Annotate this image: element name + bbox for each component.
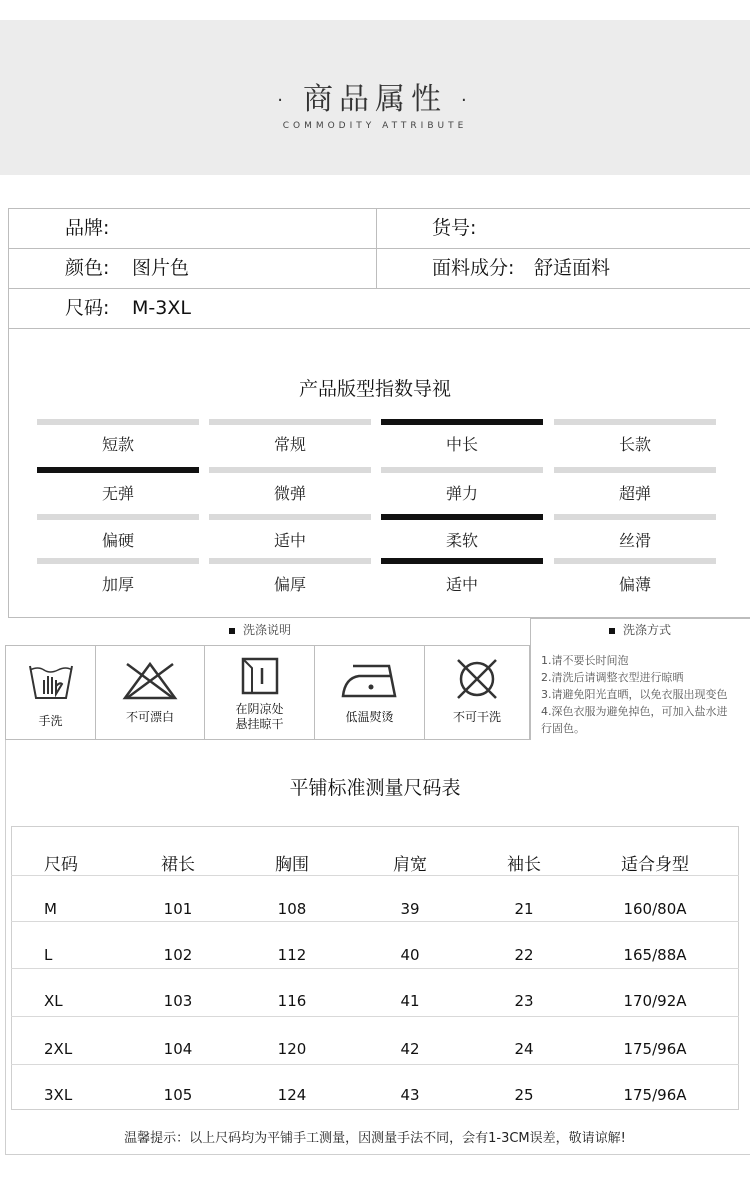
scale-bar-length-1	[209, 419, 371, 425]
fabric-value: 舒适面料	[534, 257, 611, 279]
size-value: M-3XL	[132, 297, 191, 319]
scale-bar-softness-2	[381, 514, 543, 520]
attribute-table	[8, 208, 750, 328]
scale-bar-thickness-0	[37, 558, 199, 564]
size-cell-r1-c4: 22	[514, 946, 534, 964]
size-cell-r2-c0: XL	[44, 992, 63, 1010]
scale-label-softness-3: 丝滑	[618, 531, 651, 550]
care-method-title-text: 洗涤方式	[622, 623, 671, 637]
size-row-divider	[11, 968, 739, 969]
no-bleach-icon	[121, 660, 179, 702]
scale-label-elasticity-0: 无弹	[101, 484, 134, 503]
color-value: 图片色	[132, 257, 190, 279]
scale-bar-length-0	[37, 419, 199, 425]
size-header-2: 胸围	[275, 855, 309, 875]
care-item-no-bleach	[96, 646, 205, 739]
page-subtitle: COMMODITY ATTRIBUTE	[282, 121, 468, 131]
size-header-4: 袖长	[507, 855, 541, 875]
size-cell-r1-c1: 102	[163, 946, 193, 964]
hand-wash-label: 手洗	[38, 714, 63, 728]
size-cell-r1-c0: L	[44, 946, 53, 964]
size-cell-r2-c4: 23	[514, 992, 534, 1010]
size-table-title: 平铺标准测量尺码表	[289, 777, 461, 799]
scale-label-elasticity-2: 弹力	[445, 484, 478, 503]
brand-label: 品牌:	[65, 217, 110, 239]
no-dry-clean-label: 不可干洗	[452, 710, 501, 724]
size-header-5: 适合身型	[621, 855, 689, 875]
scale-bar-elasticity-2	[381, 467, 543, 473]
size-cell-r2-c5: 170/92A	[623, 992, 687, 1010]
size-header-3: 肩宽	[393, 855, 427, 875]
size-row-divider	[11, 1016, 739, 1017]
scale-bar-elasticity-0	[37, 467, 199, 473]
shade-dry-label-line1: 在阴凉处	[235, 702, 284, 716]
care-item-low-iron	[315, 646, 425, 739]
attribute-row-brand	[9, 209, 750, 249]
attribute-row-color	[9, 249, 750, 289]
page-title-text: 商品属性	[303, 82, 447, 117]
care-item-no-dry-clean	[425, 646, 530, 739]
scale-label-elasticity-1: 微弹	[273, 484, 306, 503]
scale-bar-elasticity-3	[554, 467, 716, 473]
size-cell-r4-c4: 25	[514, 1086, 534, 1104]
size-cell-r1-c5: 165/88A	[623, 946, 687, 964]
title-dot-right: ·	[461, 90, 473, 111]
size-cell-r0-c5: 160/80A	[623, 900, 687, 918]
shade-dry-icon	[240, 656, 280, 696]
care-method-line-2: 2.清洗后请调整衣型进行晾晒	[541, 671, 684, 684]
scale-label-thickness-2: 适中	[445, 575, 478, 594]
size-cell-r4-c0: 3XL	[44, 1086, 73, 1104]
scale-bar-thickness-2	[381, 558, 543, 564]
low-iron-label: 低温熨烫	[345, 710, 394, 724]
care-instructions-title-text: 洗涤说明	[242, 623, 291, 637]
scale-label-thickness-0: 加厚	[101, 575, 134, 594]
title-dot-left: ·	[277, 90, 289, 111]
size-cell-r2-c1: 103	[163, 992, 193, 1010]
size-cell-r3-c1: 104	[163, 1040, 193, 1058]
care-method-line-5: 行固色。	[541, 722, 585, 735]
size-cell-r4-c3: 43	[400, 1086, 420, 1104]
shade-dry-label-line2: 悬挂晾干	[235, 717, 284, 731]
size-cell-r0-c2: 108	[277, 900, 307, 918]
scale-bar-length-3	[554, 419, 716, 425]
size-row-divider	[11, 875, 739, 876]
size-cell-r3-c4: 24	[514, 1040, 534, 1058]
measurement-note: 温馨提示：以上尺码均为平铺手工测量，因测量手法不同，会有1-3CM误差，敬请谅解!	[124, 1131, 626, 1146]
size-cell-r1-c3: 40	[400, 946, 420, 964]
scale-label-length-2: 中长	[445, 435, 478, 454]
size-cell-r4-c1: 105	[163, 1086, 193, 1104]
scale-bar-softness-0	[37, 514, 199, 520]
size-row-divider	[11, 1064, 739, 1065]
scale-label-softness-1: 适中	[273, 531, 306, 550]
size-header-1: 裙长	[161, 855, 195, 875]
scale-bar-length-2	[381, 419, 543, 425]
scale-label-elasticity-3: 超弹	[618, 484, 651, 503]
size-cell-r4-c2: 124	[277, 1086, 307, 1104]
scale-bar-thickness-3	[554, 558, 716, 564]
size-cell-r3-c2: 120	[277, 1040, 307, 1058]
care-method-line-1: 1.请不要长时间泡	[541, 654, 629, 667]
size-cell-r1-c2: 112	[277, 946, 307, 964]
size-cell-r4-c5: 175/96A	[623, 1086, 687, 1104]
hand-wash-icon	[26, 660, 76, 702]
low-iron-icon	[339, 660, 401, 700]
scale-bar-thickness-1	[209, 558, 371, 564]
scale-bar-softness-3	[554, 514, 716, 520]
size-cell-r3-c0: 2XL	[44, 1040, 73, 1058]
scale-label-thickness-3: 偏薄	[618, 575, 651, 594]
care-instructions-title	[160, 621, 360, 638]
sku-label: 货号:	[432, 217, 477, 239]
bullet-square-icon	[229, 628, 235, 634]
color-label: 颜色:	[65, 257, 110, 279]
size-cell-r0-c3: 39	[400, 900, 420, 918]
scale-bar-elasticity-1	[209, 467, 371, 473]
size-cell-r2-c3: 41	[400, 992, 420, 1010]
fit-index-title: 产品版型指数导视	[298, 378, 451, 400]
size-cell-r2-c2: 116	[277, 992, 307, 1010]
size-header-0: 尺码	[44, 855, 78, 875]
scale-label-softness-0: 偏硬	[101, 531, 134, 550]
scale-label-length-3: 长款	[618, 435, 651, 454]
scale-bar-softness-1	[209, 514, 371, 520]
size-label: 尺码:	[65, 297, 110, 319]
size-row-divider	[11, 921, 739, 922]
page-title	[0, 74, 750, 118]
care-method-line-4: 4.深色衣服为避免掉色，可加入盐水进	[541, 705, 728, 718]
care-icons-box	[5, 645, 530, 740]
size-cell-r3-c3: 42	[400, 1040, 420, 1058]
care-method-line-3: 3.请避免阳光直晒，以免衣服出现变色	[541, 688, 728, 701]
no-dry-clean-icon	[454, 656, 500, 702]
size-cell-r0-c4: 21	[514, 900, 534, 918]
scale-label-length-1: 常规	[273, 435, 306, 454]
attribute-divider	[376, 249, 377, 288]
fabric-label: 面料成分:	[432, 257, 515, 279]
care-method-box	[530, 618, 750, 740]
scale-label-softness-2: 柔软	[445, 531, 478, 550]
attribute-row-size	[9, 289, 750, 329]
scale-label-thickness-1: 偏厚	[273, 575, 306, 594]
size-cell-r3-c5: 175/96A	[623, 1040, 687, 1058]
size-cell-r0-c0: M	[44, 900, 57, 918]
no-bleach-label: 不可漂白	[125, 710, 174, 724]
scale-label-length-0: 短款	[101, 435, 134, 454]
care-item-hand-wash	[6, 646, 96, 739]
size-cell-r0-c1: 101	[163, 900, 193, 918]
care-item-shade-dry	[205, 646, 315, 739]
attribute-divider	[376, 209, 377, 248]
